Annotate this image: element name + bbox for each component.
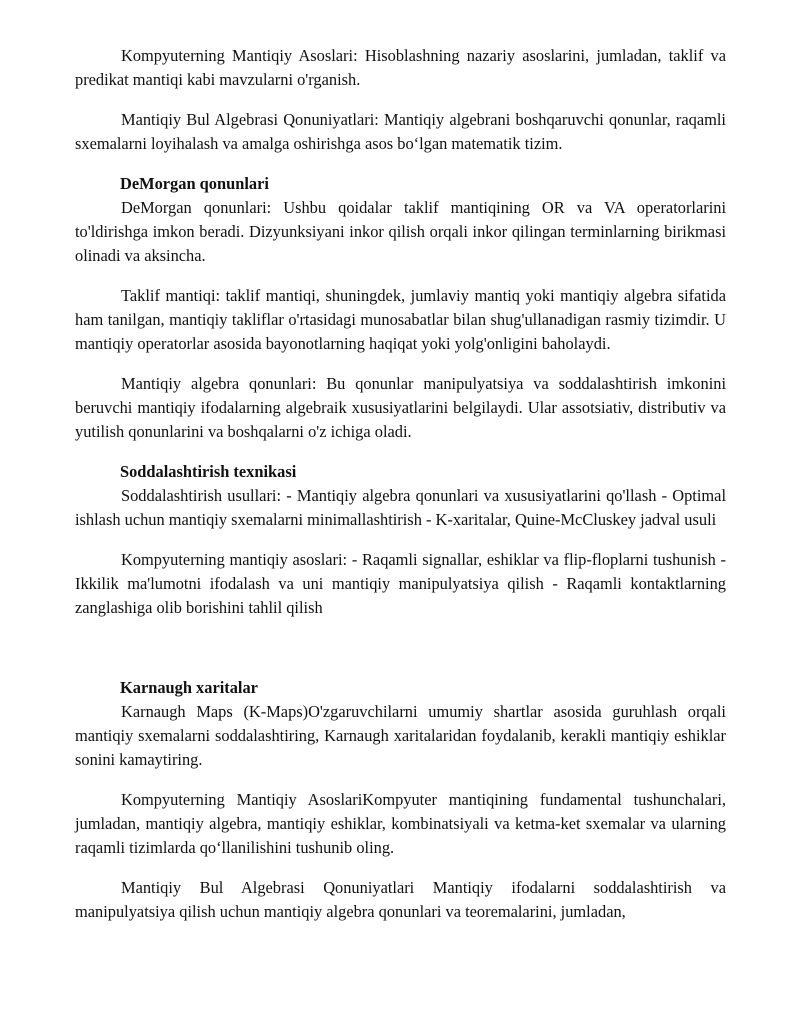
paragraph-computer-logic-foundations: Kompyuterning Mantiqiy Asoslari: Hisoblashning nazariy asoslarini, jumladan, taklif va predikat mantiqi kabi mavzularni o'rganish. — [75, 46, 726, 89]
spacer — [75, 636, 726, 676]
paragraph-computer-logic-concepts: Kompyuterning Mantiqiy AsoslariKompyuter mantiqining fundamental tushunchalari, jumladan, mantiqiy algebra, mantiqiy eshiklar, kombinatsiyali va ketma-ket sxemalar va ularning raqamli tizimlarda qo‘llanilishini tushunib oling. — [75, 790, 726, 857]
paragraph-boolean-algebra-theorems: Mantiqiy Bul Algebrasi Qonuniyatlari Mantiqiy ifodalarni soddalashtirish va manipulyatsiya qilish uchun mantiqiy algebra qonunlari va teoremalarini, jumladan, — [75, 878, 726, 921]
paragraph-demorgan-laws: DeMorgan qonunlari: Ushbu qoidalar taklif mantiqining OR va VA operatorlarini to'ldirishga imkon beradi. Dizyunksiyani inkor qilish orqali inkor qilingan terminlarning birikmasi olinadi va aksincha. — [75, 198, 726, 265]
heading-demorgan: DeMorgan qonunlari — [120, 174, 269, 193]
paragraph-logic-algebra-laws: Mantiqiy algebra qonunlari: Bu qonunlar manipulyatsiya va soddalashtirish imkonini beruvchi mantiqiy ifodalarning algebraik xususiyatlarini belgilaydi. Ular assotsiativ, distributiv va yutilish qonunlarini va boshqalarni o'z ichiga oladi. — [75, 374, 726, 441]
paragraph-karnaugh-maps: Karnaugh Maps (K-Maps)O'zgaruvchilarni umumiy shartlar asosida guruhlash orqali mantiqiy sxemalarni soddalashtiring, Karnaugh xaritalaridan foydalanib, kerakli mantiqiy eshiklar sonini kamaytiring. — [75, 702, 726, 769]
heading-simplification: Soddalashtirish texnikasi — [120, 462, 297, 481]
paragraph-computer-logic-basics: Kompyuterning mantiqiy asoslari: - Raqamli signallar, eshiklar va flip-floplarni tushunish - Ikkilik ma'lumotni ifodalash va uni mantiqiy manipulyatsiya qilish - Raqamli kontaktlarning zanglashiga olib borishini tahlil qilish — [75, 550, 726, 617]
paragraph-simplification-methods: Soddalashtirish usullari: - Mantiqiy algebra qonunlari va xususiyatlarini qo'llash - Optimal ishlash uchun mantiqiy sxemalarni minimallashtirish - K-xaritalar, Quine-McCluskey jadval usuli — [75, 486, 726, 529]
paragraph-propositional-logic: Taklif mantiqi: taklif mantiqi, shuningdek, jumlaviy mantiq yoki mantiqiy algebra sifatida ham tanilgan, mantiqiy takliflar o'rtasidagi munosabatlar bilan shug'ullanadigan rasmiy tizimdir. U mantiqiy operatorlar asosida bayonotlarning haqiqat yoki yolg'onligini baholaydi. — [75, 286, 726, 353]
paragraph-boolean-algebra-laws: Mantiqiy Bul Algebrasi Qonuniyatlari: Mantiqiy algebrani boshqaruvchi qonunlar, raqamli sxemalarni loyihalash va amalga oshirishga asos bo‘lgan matematik tizim. — [75, 110, 726, 153]
document-page — [75, 44, 726, 940]
heading-karnaugh: Karnaugh xaritalar — [120, 678, 258, 697]
